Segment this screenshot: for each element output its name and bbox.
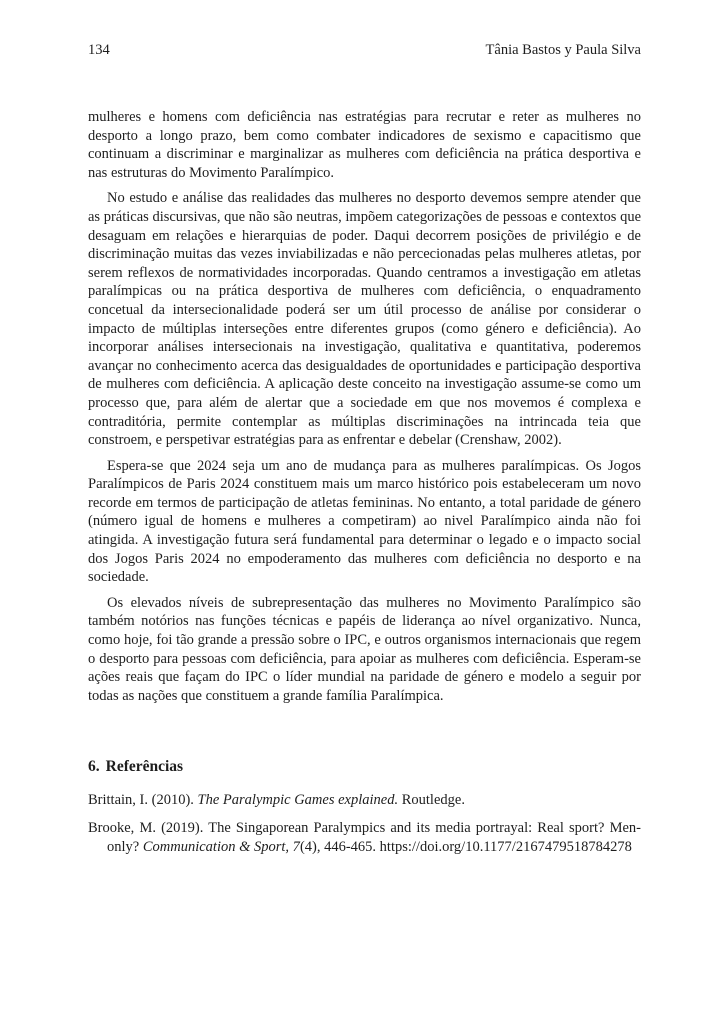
page-number: 134 [88,42,110,58]
paragraph-2: No estudo e análise das realidades das mulheres no desporto devemos sempre atender que as práticas discursivas, que não são neutras, impõem categorizações de pessoas e contextos que desaguam em relações e hierarquias de poder. Daqui decorrem posições de privilégio e de discriminação muitas das vezes inviabilizadas e não percecionadas pelas mulheres atletas, por serem reflexos de normatividades incorporadas. Quando centramos a investigação em atletas paralímpicas ou na prática desportiva de mulheres com deficiência, o enquadramento concetual da intersecionalidade poderá ser um útil processo de análise por considerar o impacto de múltiplas interseções entre diferentes grupos (como género e deficiência). Ao incorporar análises intersecionais na investigação, qualitativa e quantitativa, poderemos avançar no conhecimento acerca das desigualdades de oportunidades e participação desportiva de mulheres com deficiência. A aplicação deste conceito na investigação assume-se como um processo que, para além de alertar que a sociedade em que nos movemos é complexa e contraditória, permite contemplar as múltiplas discriminações na intrincada teia que constroem, e perspetivar estratégias para as enfrentar e debelar (Crenshaw, 2002). [88,190,641,449]
running-header [88,40,641,60]
reference-item-brooke [88,819,641,856]
running-header-authors: Tânia Bastos y Paula Silva [485,42,641,58]
paragraph-1: mulheres e homens com deficiência nas estratégias para recrutar e reter as mulheres no desporto a longo prazo, bem como combater indicadores de sexismo e capacitismo que continuam a discriminar e marginalizar as mulheres com deficiência na prática desportiva e nas estruturas do Movimento Paralímpico. [88,109,641,181]
reference-title: The Paralympic Games explained. [197,792,399,809]
body-text [88,108,641,705]
reference-text: Brooke, M. (2019). The Singaporean Paralympics and its media portrayal: Real sport? Men-only? [88,820,641,855]
paragraph-3: Espera-se que 2024 seja um ano de mudança para as mulheres paralímpicas. Os Jogos Paralímpicos de Paris 2024 constituem mais um marco histórico pois estabeleceram um novo recorde em termos de participação de atletas femininas. No entanto, a total paridade de género (número igual de homens e mulheres a competiram) ao nivel Paralímpico ainda não foi atingida. A investigação futura será fundamental para determinar o legado e o impacto social dos Jogos Paris 2024 no empoderamento das mulheres com deficiência no desporto e na sociedade. [88,457,641,586]
section-title: Referências [105,758,184,776]
reference-publisher: Routledge. [398,792,465,809]
paragraph-4: Os elevados níveis de subrepresentação das mulheres no Movimento Paralímpico são também notórios nas funções técnicas e papéis de liderança ao nível organizativo. Nunca, como hoje, foi tão grande a pressão sobre o IPC, e outros organismos internacionais que regem o desporto para pessoas com deficiência, para apoiar as mulheres com deficiência. Esperam-se ações reais que façam do IPC o líder mundial na paridade de género e modelo a seguir por todas as nações que constituem a grande família Paralímpica. [88,594,641,704]
section-heading-references [88,757,641,777]
reference-text: Brittain, I. (2010). [88,792,198,809]
reference-title: Communication & Sport, 7 [142,838,300,855]
reference-item-brittain [88,791,641,810]
reference-list [88,791,641,856]
section-number: 6. [88,758,100,776]
reference-source: (4), 446-465. https://doi.org/10.1177/2167479518784278 [299,838,632,855]
document-page [88,40,641,865]
